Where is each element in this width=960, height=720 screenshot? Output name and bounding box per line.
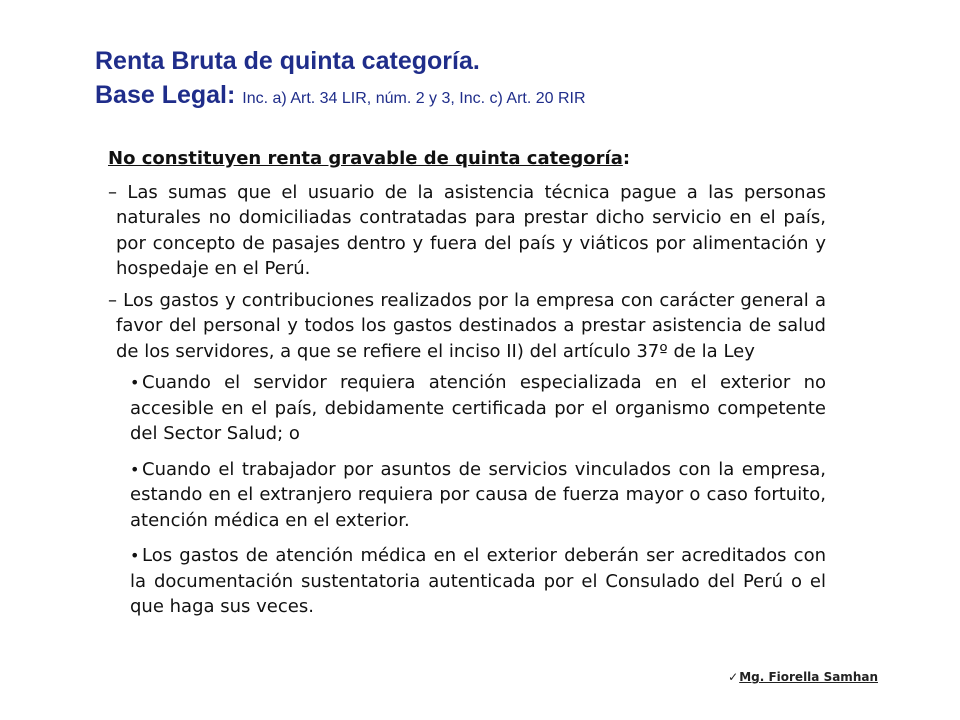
dash-item-text: – Los gastos y contribuciones realizados por la empresa con carácter general a favor del personal y todos los gastos destinados a prestar asistencia de salud de los servidores, a que se refiere el inciso II) del artículo 37º de la Ley [108, 289, 826, 362]
bullet-item-text: Cuando el trabajador por asuntos de servicios vinculados con la empresa, estando en el extranjero requiera por causa de fuerza mayor o caso fortuito, atención médica en el exterior. [130, 458, 826, 531]
slide-subtitle [95, 78, 895, 116]
bullet-item [130, 543, 826, 620]
bullet-icon: • [130, 546, 140, 565]
dash-item [108, 288, 826, 365]
section-heading [108, 146, 826, 172]
dash-item [108, 180, 826, 282]
slide-title [95, 44, 895, 78]
bullet-item [130, 370, 826, 447]
section-heading-text: No constituyen renta gravable de quinta categoría [108, 148, 623, 169]
section-heading-colon: : [622, 148, 631, 169]
checkmark-icon: ✓ [728, 670, 739, 684]
dash-item-text: – Las sumas que el usuario de la asistencia técnica pague a las personas naturales no domiciliadas contratadas para prestar dicho servicio en el país, por concepto de pasajes dentro y fuera del país y viáticos por alimentación y hospedaje en el Perú. [108, 181, 826, 279]
bullet-icon: • [130, 459, 140, 479]
bullet-item [130, 457, 826, 534]
bullet-item-text: Los gastos de atención médica en el exterior deberán ser acreditados con la documentación sustentatoria autenticada por el Consulado del Perú o el que haga sus veces. [130, 545, 826, 617]
content-body [108, 146, 826, 630]
bullet-icon: • [130, 373, 140, 392]
author-footer [728, 670, 878, 684]
base-legal-label: Base Legal: [95, 81, 236, 109]
title-line-1: Renta Bruta de quinta categoría. [95, 47, 480, 75]
base-legal-reference: Inc. a) Art. 34 LIR, núm. 2 y 3, Inc. c) Art. 20 RIR [242, 90, 586, 107]
author-name: Mg. Fiorella Samhan [739, 670, 878, 684]
bullet-item-text: Cuando el servidor requiera atención especializada en el exterior no accesible en el país, debidamente certificada por el organismo competente del Sector Salud; o [130, 372, 826, 444]
title-block [95, 44, 895, 116]
